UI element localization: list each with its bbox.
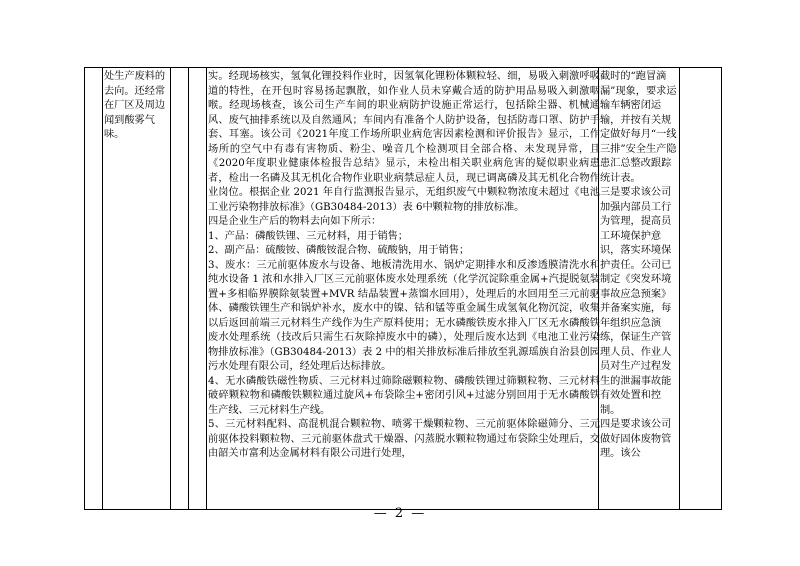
column-divider bbox=[188, 68, 189, 509]
verification-paragraph: 4、无水磷酸铁磁性物质、三元材料过筛除磁颗粒物、磷酸铁锂过筛颗粒物、三元材料破碎颗粒物和磷酸铁颗粒通过旋风+布袋除尘+密闭引风+过滤分别回用于无水磷酸铁生产线、三元材料生产线。 bbox=[208, 375, 600, 416]
rectification-paragraph: 三是要求该公司加强内部员工行为管理，提高员工环境保护意识，落实环境保护责任。公司已制定《突发环境事故应急预案》并备案实施，每年组织应急演练，保证生产管理人员、作业人员对生产过程发生的泄漏事故能有效处置和控制。 bbox=[600, 187, 672, 416]
verification-paragraph: 5、三元材料配料、高混机混合颗粒物、喷雾干燥颗粒物、三元前驱体除磁筛分、三元前驱体投料颗粒物、三元前驱体盘式干燥器、闪蒸脱水颗粒物通过布袋除尘处理后，交由韶关市富利达金属材料有限公司进行处理， bbox=[208, 419, 600, 459]
rectification-paragraph: 四是要求该公司做好固体废物管理。该公 bbox=[600, 419, 672, 459]
page-number: — 2 — bbox=[373, 506, 427, 521]
verification-paragraph: 1、产品：磷酸铁锂、三元材料，用于销售； bbox=[208, 230, 409, 242]
verification-paragraph: 2、副产品：硫酸铵、磷酸铵混合物、硫酸钠，用于销售； bbox=[208, 245, 470, 256]
verification-paragraph: 实。经现场核实，氢氧化锂投料作业时，因氢氧化锂粉体颗粒轻、细，易吸入刺激呼吸道的特性，在开包时容易扬起飘散，如作业人员未穿戴合适的防护用品易吸入刺激咽喉。经现场核查，该公司生产车间的职业病防护设施正常运行，包括除尘器、机械通风、废气抽排系统以及自然通风；车间内有准备个人防护设备，包括防毒口罩、防护手套、耳塞。该公司《2021年度工作场所职业病危害因素检测和评价报告》显示，工作场所的空气中有毒有害物质、粉尘、噪音几个检测项目全部合格、未发现异常，且《2020年度职业健康体检报告总结》显示，未检出相关职业病危害的疑似职业病患者，检出一名磷及其无机化合物作业职业病禁忌症人员，现已调离磷及其无机化合物作业岗位。根据企业 2021 年自行监测报告显示，无组织废气中颗粒物浓度未超过《电池工业污染物排放标准》（GB30484-2013）表 6中颗粒物的排放标准。 bbox=[208, 71, 600, 213]
issue-text: 处生产废料的去向。还经常在厂区及周边闻到酸雾气味。 bbox=[104, 71, 166, 140]
verification-paragraph: 3、废水：三元前驱体废水与设备、地板清洗用水、锅炉定期排水和反渗透膜清洗水和纯水设备 1 浓和水排入厂区三元前驱体废水处理系统（化学沉淀除重金属+汽提脱氨装置+多相临界膜除氨装置+MVR 结晶装置+蒸馏水回用），处理后的水回用至三元前驱体、磷酸铁锂生产和锅炉补水，废水中的镍、钴和锰等重金属生成氢氧化物沉淀，收集以后返回前端三元材料生产线作为生产原料使用；无水磷酸铁废水排入厂区无水磷酸铁废水处理系统（技改后只需生石灰除掉废水中的磷），处理后废水达到《电池工业污染物排放标准》（GB30484-2013）表 2 中的相关排放标准后排放至乳源瑶族自治县创园污水处理有限公司，经处理后达标排放。 bbox=[208, 259, 600, 372]
issue-cell bbox=[102, 70, 170, 509]
verification-paragraph: 四是企业生产后的物料去向如下所示： bbox=[208, 216, 382, 227]
petition-table bbox=[84, 67, 722, 510]
column-divider bbox=[170, 68, 171, 509]
rectification-paragraph: 截时的“跑冒滴漏”现象，要求运输车辆密闭运输，并按有关规定做好每月“一线三排”安全生产隐患汇总整改跟踪统计表。 bbox=[600, 71, 677, 184]
rectification-cell bbox=[598, 70, 680, 509]
verification-cell bbox=[206, 70, 600, 509]
